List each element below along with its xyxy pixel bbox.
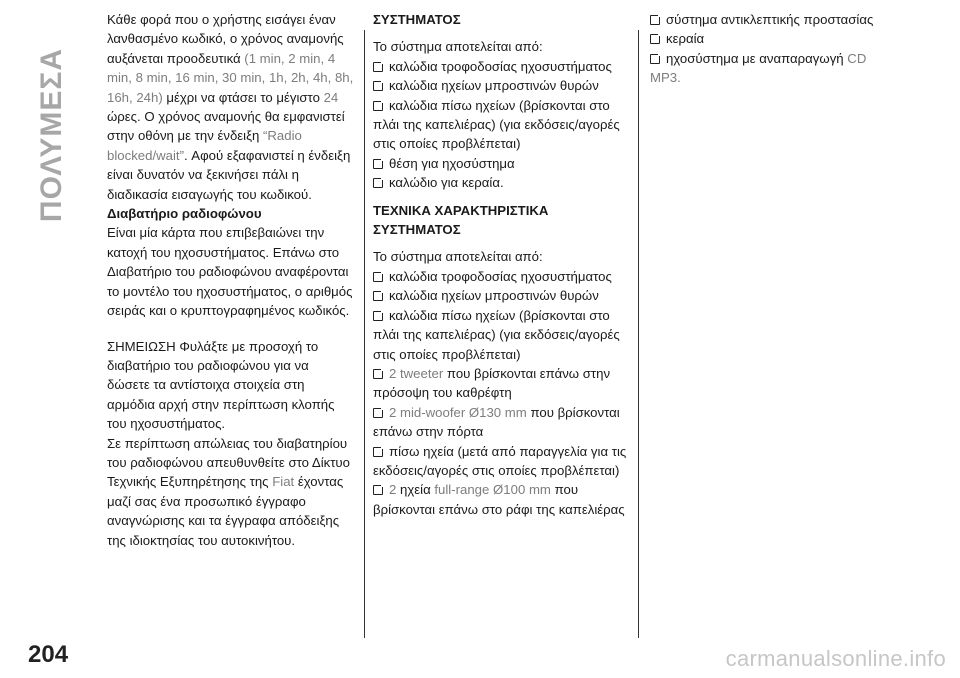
- system-heading: ΣΥΣΤΗΜΑΤΟΣ: [373, 12, 461, 27]
- list-item: θέση για ηχοσύστημα: [373, 154, 627, 173]
- checkbox-icon: [650, 15, 660, 25]
- list-item-antitheft: σύστημα αντικλεπτικής προστασίας: [650, 10, 900, 29]
- section-side-title: [22, 20, 82, 250]
- watermark: carmanualsonline.info: [725, 646, 946, 671]
- tech-specs-heading: ΤΕΧΝΙΚΑ ΧΑΡΑΚΤΗΡΙΣΤΙΚΑ ΣΥΣΤΗΜΑΤΟΣ: [373, 202, 549, 238]
- list-item-rear-speakers: πίσω ηχεία (μετά από παραγγελία για τις εκδόσεις/αγορές στις οποίες προβλέπεται): [373, 443, 627, 478]
- checkbox-icon: [373, 311, 383, 321]
- system-intro: Το σύστημα αποτελείται από:: [373, 39, 543, 55]
- checkbox-icon: [373, 369, 383, 379]
- checkbox-icon: [373, 408, 383, 418]
- checkbox-icon: [373, 101, 383, 111]
- checkbox-icon: [650, 34, 660, 44]
- list-item: καλώδια πίσω ηχείων (βρίσκονται στο πλάι της καπελιέρας) (για εκδόσεις/αγορές στις οποίες προβλέπεται): [373, 97, 620, 152]
- checkbox-icon: [373, 272, 383, 282]
- list-item-woofer: 2 mid-woofer Ø130 mm που βρίσκονται επάνω στην πόρτα: [373, 404, 620, 440]
- list-item-cd-player: ηχοσύστημα με αναπαραγωγή CD MP3.: [650, 50, 867, 86]
- checkbox-icon: [373, 447, 383, 457]
- column-3: [650, 10, 900, 88]
- checkbox-icon: [373, 291, 383, 301]
- column-1: [107, 10, 355, 550]
- list-item-tweeter: 2 tweeter που βρίσκονται επάνω στην πρόσοψη του καθρέφτη: [373, 365, 611, 401]
- note-paragraph: ΣΗΜΕΙΩΣΗ Φυλάξτε με προσοχή το διαβατήριο του ραδιοφώνου για να δώσετε τα αντίστοιχα στοιχεία στη αρμόδια αρχή στην περίπτωση κλοπής του ηχοσυστήματος.: [107, 338, 335, 432]
- page-number: 204: [28, 641, 69, 668]
- lost-passport-paragraph: Σε περίπτωση απώλειας του διαβατηρίου του ραδιοφώνου απευθυνθείτε στο Δίκτυο Τεχνικής Εξυπηρέτησης της Fiat έχοντας μαζί σας ένα προσωπικό έγγραφο αναγνώρισης και τα έγγραφα απόδειξης της ιδιοκτησίας του αυτοκινήτου.: [107, 435, 350, 548]
- checkbox-icon: [373, 178, 383, 188]
- list-item: καλώδια ηχείων μπροστινών θυρών: [373, 76, 627, 95]
- section-side-title-text: ΠΟΛΥΜΕΣΑ: [35, 47, 68, 223]
- column-2: [373, 10, 627, 519]
- code-wait-paragraph: Κάθε φορά που ο χρήστης εισάγει έναν λανθασμένο κωδικό, ο χρόνος αναμονής αυξάνεται προοδευτικά (1 min, 2 min, 4 min, 8 min, 16 min, 30 min, 1h, 2h, 4h, 8h, 16h, 24h) μέχρι να φτάσει το μέγιστο 24 ώρες. Ο χρόνος αναμονής θα εμφανιστεί στην οθόνη με την ένδειξη “Radio blocked/wait”. Αφού εξαφανιστεί η ένδειξη είναι δυνατόν να ξεκινήσει πάλι η διαδικασία εισαγωγής του κωδικού.: [107, 12, 354, 202]
- list-item: καλώδια πίσω ηχείων (βρίσκονται στο πλάι της καπελιέρας) (για εκδόσεις/αγορές στις οποίες προβλέπεται): [373, 307, 620, 362]
- checkbox-icon: [373, 159, 383, 169]
- column-divider-2: [638, 30, 639, 638]
- list-item-antenna: κεραία: [650, 29, 900, 48]
- list-item: καλώδια τροφοδοσίας ηχοσυστήματος: [373, 267, 627, 286]
- checkbox-icon: [650, 54, 660, 64]
- checkbox-icon: [373, 62, 383, 72]
- list-item: καλώδια τροφοδοσίας ηχοσυστήματος: [373, 57, 627, 76]
- tech-specs-intro: Το σύστημα αποτελείται από:: [373, 249, 543, 265]
- list-item: καλώδιο για κεραία.: [373, 173, 627, 192]
- radio-passport-paragraph: Είναι μία κάρτα που επιβεβαιώνει την κατοχή του ηχοσυστήματος. Επάνω στο Διαβατήριο του ραδιοφώνου αναφέρονται το μοντέλο του ηχοσυστήματος, ο αριθμός σειράς και ο κρυπτογραφημένος κωδικός.: [107, 225, 353, 319]
- note-label: ΣΗΜΕΙΩΣΗ: [107, 338, 176, 354]
- checkbox-icon: [373, 485, 383, 495]
- list-item-full-range: 2 ηχεία full-range Ø100 mm που βρίσκονται επάνω στο ράφι της καπελιέρας: [373, 482, 625, 517]
- list-item: καλώδια ηχείων μπροστινών θυρών: [373, 286, 627, 305]
- radio-passport-heading: Διαβατήριο ραδιοφώνου: [107, 206, 262, 222]
- column-divider-1: [364, 30, 365, 638]
- checkbox-icon: [373, 81, 383, 91]
